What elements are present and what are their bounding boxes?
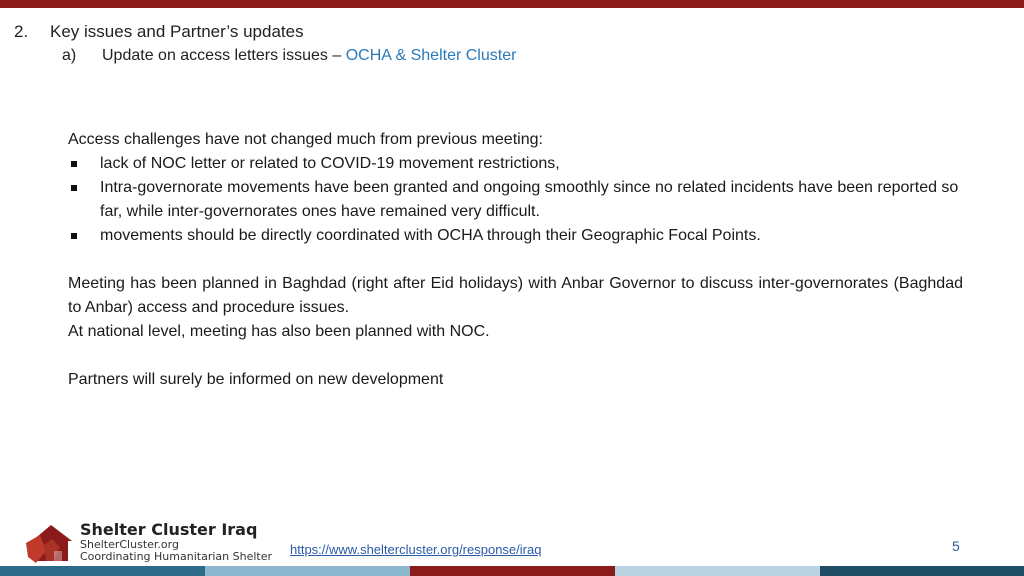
intro-text: Access challenges have not changed much from previous meeting:	[68, 131, 543, 148]
stripe-segment	[205, 566, 410, 576]
slide-body	[68, 128, 963, 392]
bullet-square-icon	[71, 161, 77, 167]
bullet-square-icon	[71, 185, 77, 191]
bullet-list	[68, 152, 963, 248]
spacer	[68, 344, 963, 368]
section-number: 2.	[14, 22, 29, 41]
footer-url-link[interactable]: https://www.sheltercluster.org/response/iraq	[290, 542, 542, 557]
stripe-segment	[820, 566, 1024, 576]
subsection-number: a)	[62, 47, 77, 64]
stripe-segment	[615, 566, 820, 576]
section-heading	[14, 22, 304, 42]
stripe-segment	[0, 566, 205, 576]
subsection-title: Update on access letters issues –	[102, 47, 346, 64]
bullet-item: movements should be directly coordinated with OCHA through their Geographic Focal Points.	[68, 224, 963, 248]
bullet-item: Intra-governorate movements have been granted and ongoing smoothly since no related incidents have been reported so far, while inter-governorates ones have remained very difficult.	[68, 176, 963, 224]
hands-house-icon	[26, 521, 76, 565]
logo-tagline: Coordinating Humanitarian Shelter	[80, 550, 272, 563]
bullet-square-icon	[71, 233, 77, 239]
logo-text	[80, 521, 272, 563]
meeting-paragraph: Meeting has been planned in Baghdad (right after Eid holidays) with Anbar Governor to discuss inter-governorates (Baghdad to Anbar) access and procedure issues.	[68, 275, 963, 316]
spacer	[68, 248, 963, 272]
shelter-cluster-logo	[26, 521, 276, 567]
logo-title: Shelter Cluster Iraq	[80, 520, 258, 539]
bullet-item: lack of NOC letter or related to COVID-19 movement restrictions,	[68, 152, 963, 176]
national-paragraph: At national level, meeting has also been planned with NOC.	[68, 323, 490, 340]
bottom-stripe	[0, 566, 1024, 576]
top-brand-bar	[0, 0, 1024, 8]
logo-site: ShelterCluster.org	[80, 538, 179, 551]
subsection-heading	[62, 47, 516, 65]
partners-paragraph: Partners will surely be informed on new development	[68, 371, 444, 388]
subsection-accent: OCHA & Shelter Cluster	[345, 47, 517, 64]
section-title: Key issues and Partner’s updates	[50, 22, 304, 41]
page-number: 5	[952, 538, 960, 554]
stripe-segment	[410, 566, 615, 576]
